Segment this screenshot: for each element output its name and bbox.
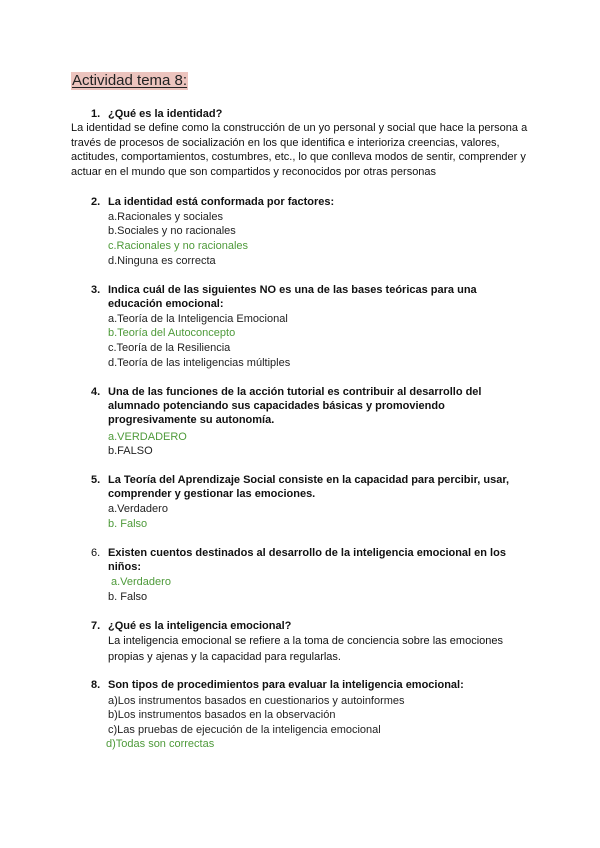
option-a: a)Los instrumentos basados en cuestionarios y autoinformes xyxy=(108,695,405,707)
question-number: 1. xyxy=(91,108,101,120)
option-a-correct: a.Verdadero xyxy=(111,576,171,588)
question-text: Existen cuentos destinados al desarrollo de la inteligencia emocional en los niños: xyxy=(108,547,506,573)
question-number: 3. xyxy=(91,284,101,296)
page-title: Actividad tema 8: xyxy=(72,72,188,89)
option-b: b)Los instrumentos basados en la observación xyxy=(108,709,336,721)
question-text: La identidad está conformada por factores: xyxy=(108,196,335,208)
question-text: Una de las funciones de la acción tutorial es contribuir al desarrollo del alumnado potenciando sus capacidades básicas y promoviendo progresivamente su autonomía. xyxy=(108,386,482,426)
answer-text-1: La identidad se define como la construcción de un yo personal y social que hace la persona a través de procesos de socialización en los que identifica e interioriza creencias, valores, actitudes, comportamientos, costumbres, etc., lo que conlleva modos de sentir, comprender y actuar en el mundo que son compartidos y reconocidos por otras personas xyxy=(71,122,528,178)
question-8 xyxy=(91,678,528,692)
option-c-correct: c.Racionales y no racionales xyxy=(108,240,249,252)
question-number: 4. xyxy=(91,386,101,398)
question-7 xyxy=(91,619,528,633)
question-1 xyxy=(91,107,528,121)
option-b: b.FALSO xyxy=(108,445,153,457)
question-number: 8. xyxy=(91,679,101,691)
option-d: d.Teoría de las inteligencias múltiples xyxy=(108,357,291,369)
option-b: b. Falso xyxy=(108,591,148,603)
question-number: 2. xyxy=(91,196,101,208)
question-text: Indica cuál de las siguientes NO es una de las bases teóricas para una educación emocional: xyxy=(108,284,477,310)
question-number: 5. xyxy=(91,474,101,486)
question-6 xyxy=(91,546,528,574)
option-b-correct: b.Teoría del Autoconcepto xyxy=(108,327,236,339)
question-text: La Teoría del Aprendizaje Social consiste en la capacidad para percibir, usar, comprender y gestionar las emociones. xyxy=(108,474,510,500)
question-number: 6. xyxy=(91,547,101,559)
question-text: Son tipos de procedimientos para evaluar la inteligencia emocional: xyxy=(108,679,464,691)
option-a: a.Racionales y sociales xyxy=(108,211,223,223)
option-d-correct: d)Todas son correctas xyxy=(106,738,215,750)
question-4 xyxy=(91,385,528,427)
question-number: 7. xyxy=(91,620,101,632)
option-a-correct: a.VERDADERO xyxy=(108,431,187,443)
option-b-correct: b. Falso xyxy=(108,518,148,530)
question-5 xyxy=(91,473,528,501)
option-c: c.Teoría de la Resiliencia xyxy=(108,342,231,354)
option-d: d.Ninguna es correcta xyxy=(108,255,216,267)
question-text: ¿Qué es la inteligencia emocional? xyxy=(108,620,292,632)
answer-text-7: La inteligencia emocional se refiere a la toma de conciencia sobre las emociones propias y ajenas y la capacidad para regularlas. xyxy=(108,635,504,663)
question-text: ¿Qué es la identidad? xyxy=(108,108,223,120)
question-3 xyxy=(91,283,528,311)
option-a: a.Teoría de la Inteligencia Emocional xyxy=(108,313,288,325)
option-c: c)Las pruebas de ejecución de la inteligencia emocional xyxy=(108,724,381,736)
option-b: b.Sociales y no racionales xyxy=(108,225,236,237)
question-2 xyxy=(91,195,528,209)
option-a: a.Verdadero xyxy=(108,503,168,515)
